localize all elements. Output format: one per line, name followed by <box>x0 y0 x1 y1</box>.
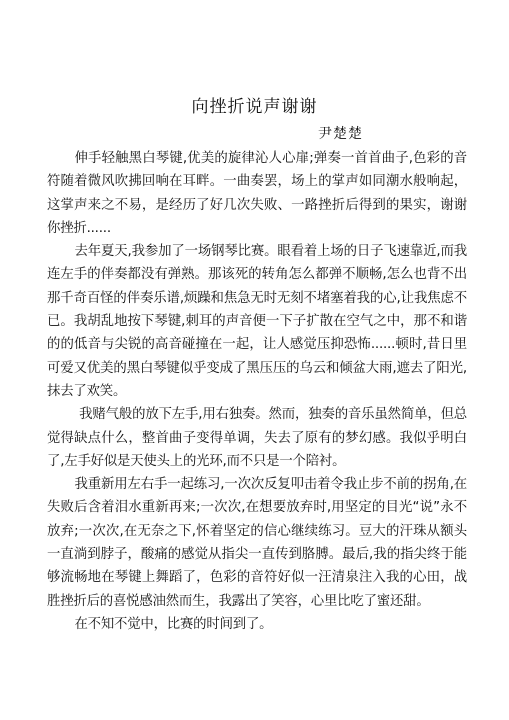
document-body <box>47 147 467 636</box>
paragraph-2: 去年夏天,我参加了一场钢琴比赛。眼看着上场的日子飞速靠近,而我连左手的伴奏都没有弹熟。那该死的转角怎么都弹不顺畅,怎么也背不出那千奇百怪的伴奏乐谱,烦躁和焦急无时无刻不堵塞着我的心,让我焦虑不已。我胡乱地按下琴键,刺耳的声音便一下子扩散在空气之中，那不和谐的的低音与尖锐的高音碰撞在一起，让人感觉压抑恐怖......顿时,昔日里可爱又优美的黑白琴键似乎变成了黑压压的乌云和倾盆大雨,遮去了阳光,抹去了欢笑。 <box>47 244 467 399</box>
paragraph-4: 我重新用左右手一起练习,一次次反复叩击着令我止步不前的拐角,在失败后含着泪水重新再来;一次次,在想要放弃时,用坚定的目光“说”永不放弃;一次次,在无奈之下,怀着坚定的信心继续练习。豆大的汗珠从额头一直淌到脖子，酸痛的感觉从指尖一直传到胳膊。最后,我的指尖终于能够流畅地在琴键上舞蹈了，色彩的音符好似一汪清泉注入我的心田，战胜挫折后的喜悦感油然而生，我露出了笑容，心里比吃了蜜还甜。 <box>47 477 467 609</box>
paragraph-3: 我赌气般的放下左手,用右独奏。然而，独奏的音乐虽然简单，但总觉得缺点什么，整首曲子变得单调，失去了原有的梦幻感。我似乎明白了,左手好似是天使头上的光环,而不只是一个陪衬。 <box>47 407 467 469</box>
document-author: 尹楚楚 <box>318 126 363 142</box>
paragraph-1: 伸手轻触黑白琴键,优美的旋律沁人心扉;弹奏一首首曲子,色彩的音符随着微风吹拂回响在耳畔。一曲奏罢，场上的掌声如同潮水般响起，这掌声来之不易，是经历了好几次失败、一路挫折后得到的果实，谢谢你挫折...... <box>47 151 467 236</box>
paragraph-5: 在不知不觉中，比赛的时间到了。 <box>74 616 273 632</box>
document-title: 向挫折说声谢谢 <box>191 97 318 117</box>
